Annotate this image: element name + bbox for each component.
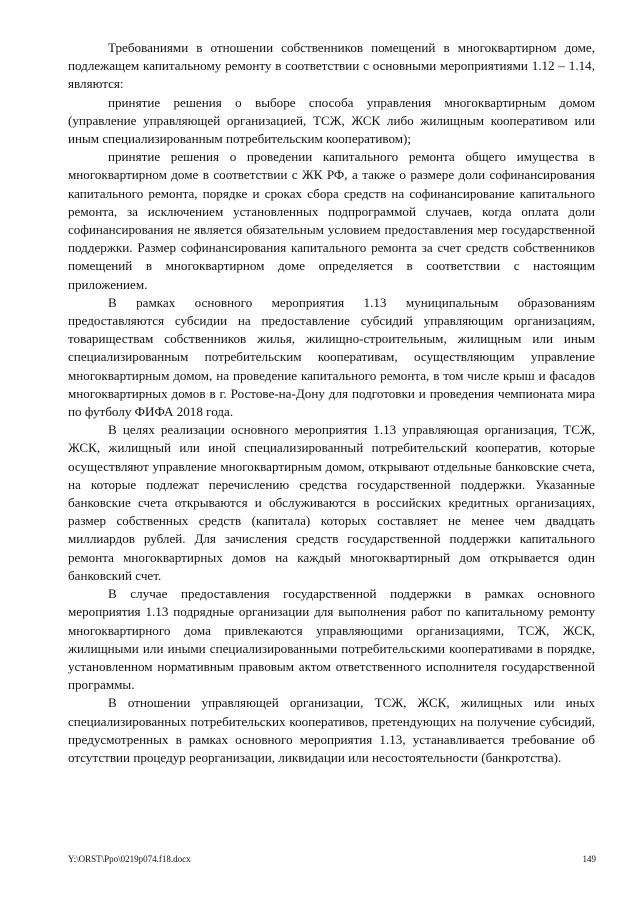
paragraph-contractors: В случае предоставления государственной поддержки в рамках основного мероприятия 1.13 подрядные организации для выполнения работ по капитальному ремонту многоквартирного дома привлекаются управляющими организациями, ТСЖ, ЖСК, жилищными или иными специализированными потребительскими кооперативами в порядке, установленном нормативным правовым актом ответственного исполнителя государственной программы. [68,586,595,693]
document-body [68,39,595,767]
paragraph-repair-decision: принятие решения о проведении капитального ремонта общего имущества в многоквартирном доме в соответствии с ЖК РФ, а также о размере доли софинансирования капитального ремонта, порядке и сроках сбора средств на софинансирование капитального ремонта, за исключением установленных подпрограммой случаев, когда оплата доли софинансирования не является обязательным условием предоставления мер государственной поддержки. Размер софинансирования капитального ремонта за счет средств собственников помещений в многоквартирном доме определяется в соответствии с настоящим приложением. [68,149,595,292]
footer-file-path: Y:\ORST\Ppo\0219p074.f18.docx [68,854,191,864]
paragraph-subsidies: В рамках основного мероприятия 1.13 муниципальным образованиям предоставляются субсидии на предоставление субсидий управляющим организациям, товариществам собственников жилья, жилищно-строительным, жилищным или иным специализированным потребительским кооперативам, осуществляющим управление многоквартирным домом, на проведение капитального ремонта, в том числе крыш и фасадов многоквартирных домов в г. Ростове-на-Дону для подготовки и проведения чемпионата мира по футболу ФИФА 2018 года. [68,294,595,420]
page-footer [68,853,596,865]
paragraph-bank-accounts: В целях реализации основного мероприятия 1.13 управляющая организация, ТСЖ, ЖСК, жилищный или иной специализированный потребительский кооператив, которые осуществляют управление многоквартирным домом, открывают отдельные банковские счета, на которые подлежат перечислению средства государственной поддержки. Указанные банковские счета открываются и обслуживаются в российских кредитных организациях, размер собственных средств (капитала) которых составляет не менее чем двадцать миллиардов рублей. Для зачисления средств государственной поддержки капитального ремонта многоквартирных домов на каждый многоквартирный дом открывается один банковский счет. [68,422,595,583]
paragraph-requirements-intro: Требованиями в отношении собственников помещений в многоквартирном доме, подлежащем капитальному ремонту в соответствии с основными мероприятиями 1.12 – 1.14, являются: [68,40,595,92]
paragraph-reorganization-requirement: В отношении управляющей организации, ТСЖ, ЖСК, жилищных или иных специализированных потребительских кооперативов, претендующих на получение субсидий, предусмотренных в рамках основного мероприятия 1.13, устанавливается требование об отсутствии процедур реорганизации, ликвидации или несостоятельности (банкротства). [68,695,595,765]
page-number: 149 [582,854,596,864]
paragraph-management-decision: принятие решения о выборе способа управления многоквартирным домом (управление управляющей организацией, ТСЖ, ЖСК либо жилищным кооперативом или иным специализированным потребительским кооперативом); [68,94,595,147]
